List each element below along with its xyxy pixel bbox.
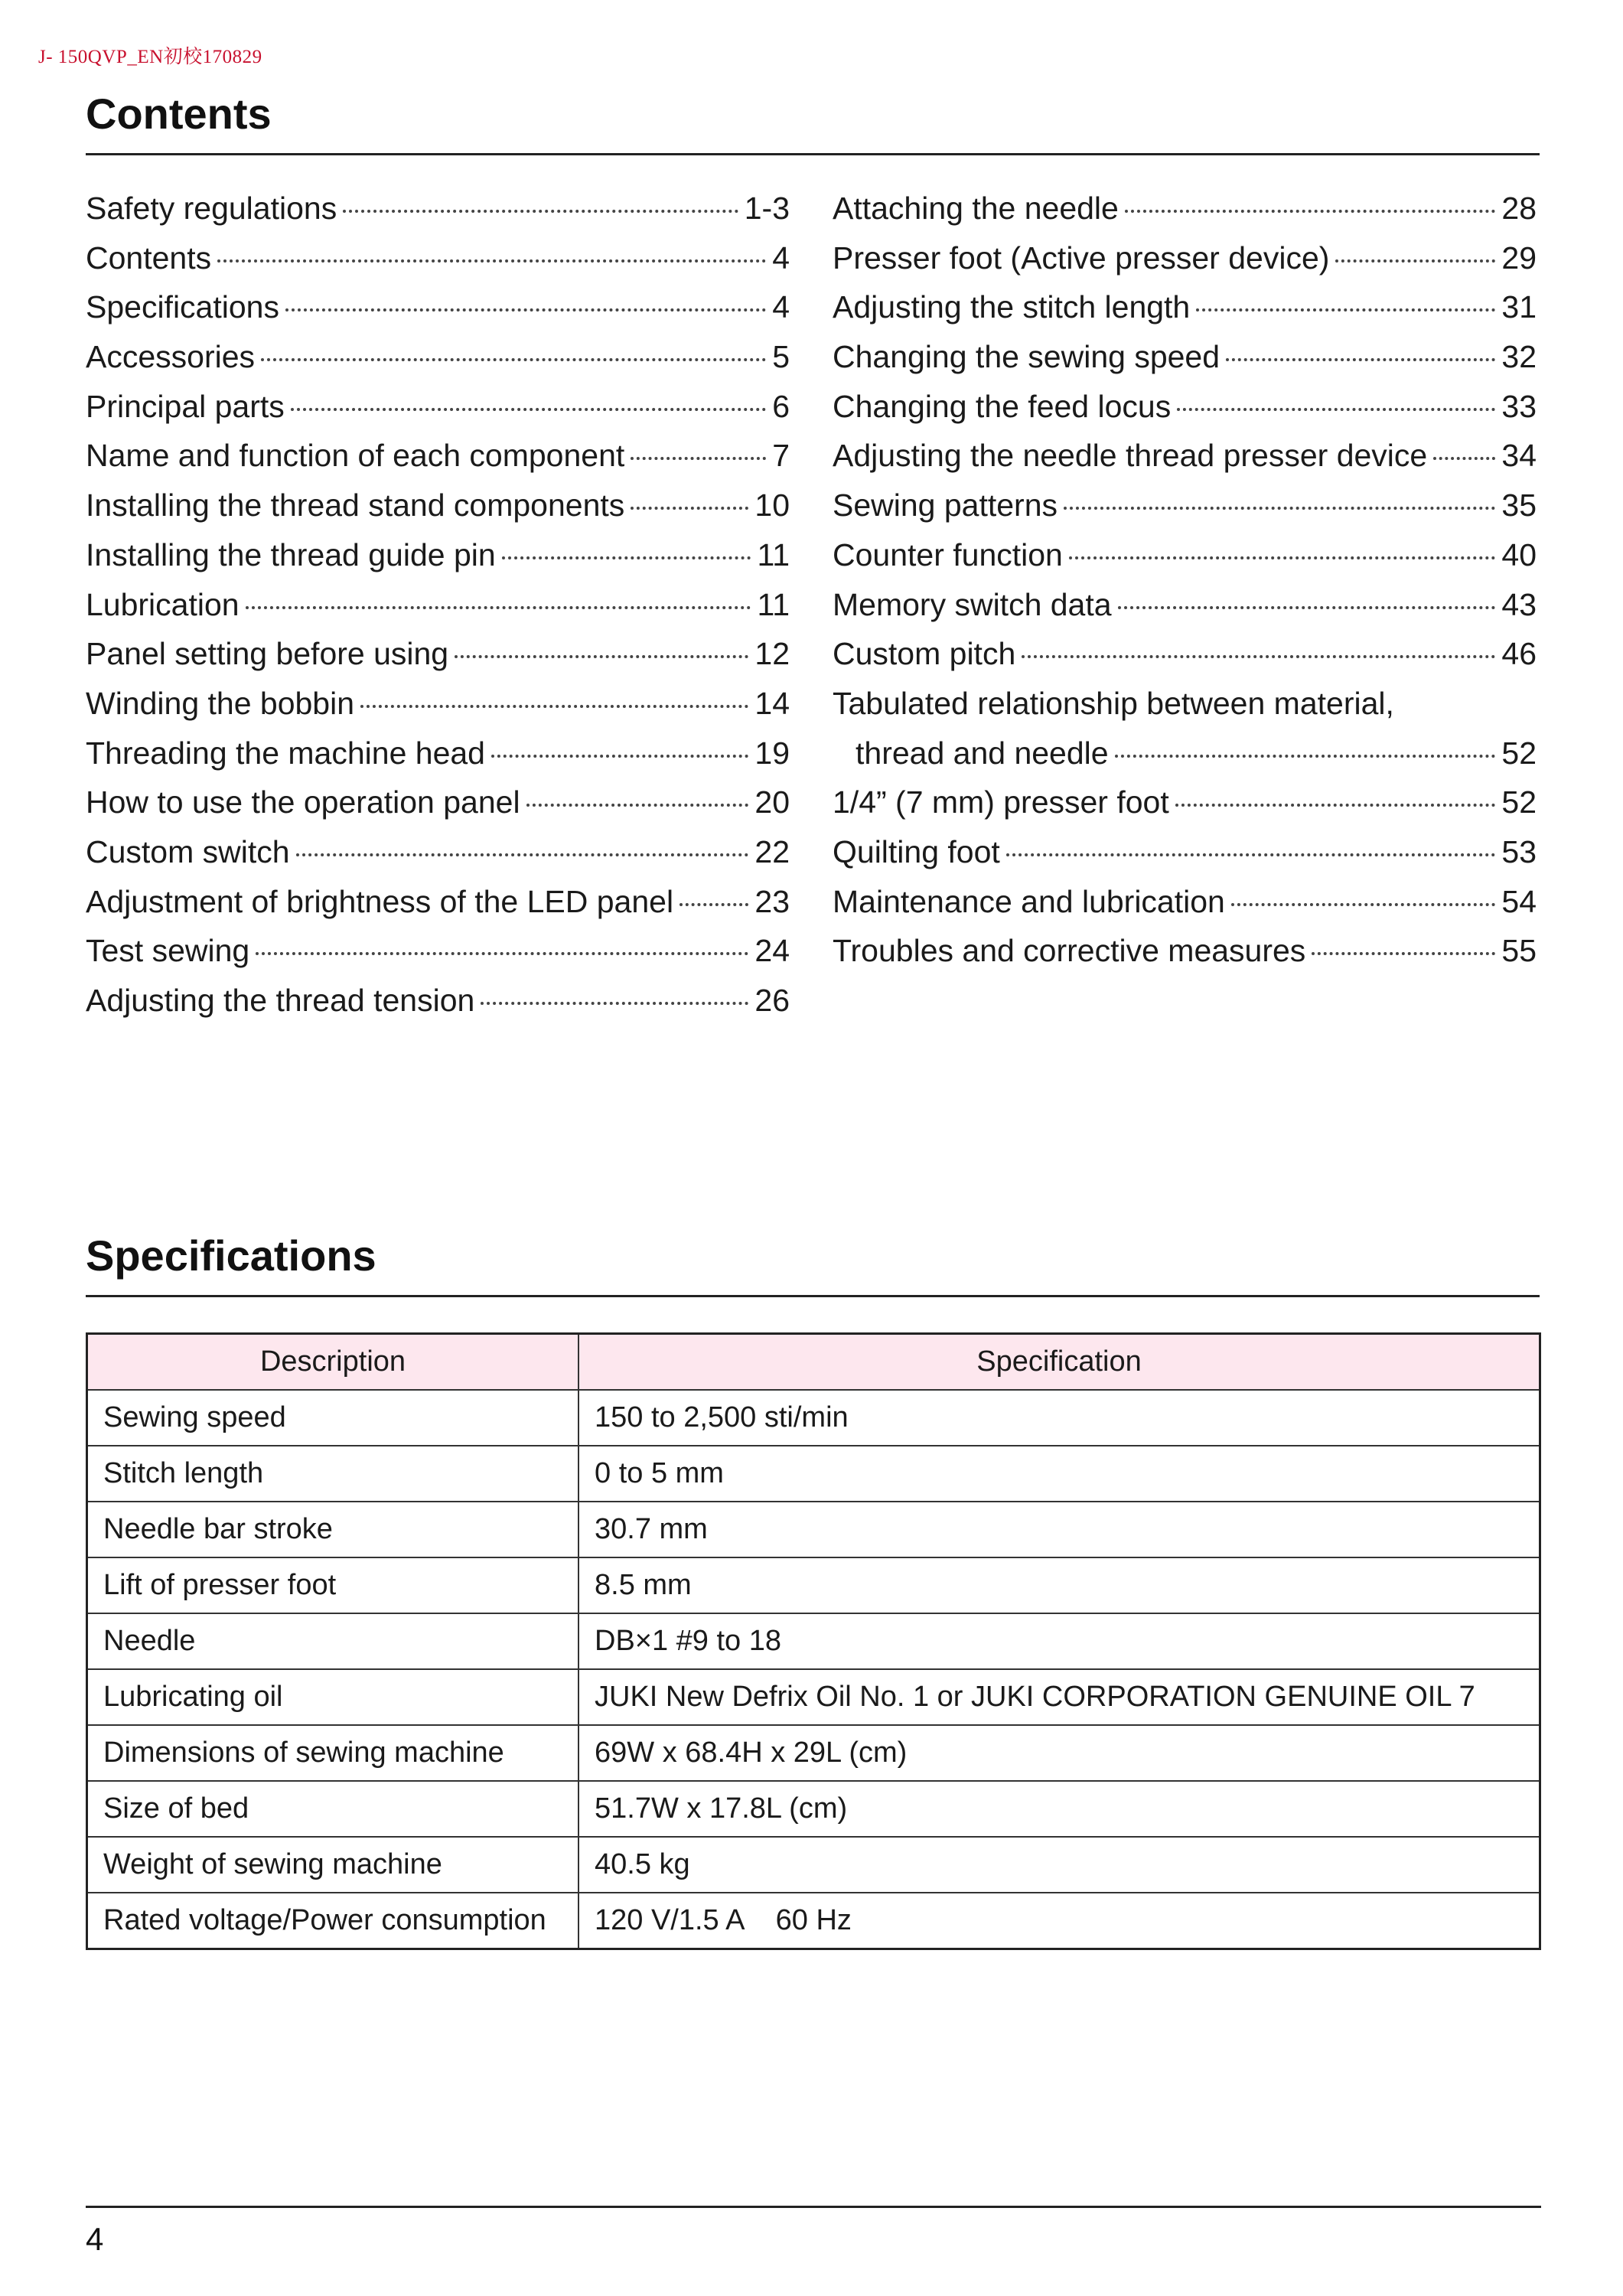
toc-leader xyxy=(1118,606,1496,609)
toc-page: 34 xyxy=(1501,438,1537,474)
toc-item[interactable] xyxy=(86,729,790,778)
toc-page: 11 xyxy=(757,586,790,622)
toc-label: Lubrication xyxy=(86,586,240,622)
toc-item[interactable] xyxy=(833,332,1537,382)
toc-label: thread and needle xyxy=(855,735,1109,771)
spec-value: 8.5 mm xyxy=(578,1557,1540,1613)
spec-value: 150 to 2,500 sti/min xyxy=(578,1390,1540,1446)
toc-page: 4 xyxy=(772,289,790,325)
toc-left-column xyxy=(86,184,790,1026)
toc-page: 31 xyxy=(1501,289,1537,325)
toc-leader xyxy=(1177,408,1495,411)
toc-item[interactable] xyxy=(833,481,1537,530)
toc-leader xyxy=(526,804,749,807)
toc-leader xyxy=(1433,457,1495,460)
toc-leader xyxy=(631,457,766,460)
toc-page: 32 xyxy=(1501,339,1537,375)
toc-label: Troubles and corrective measures xyxy=(833,933,1306,969)
toc-leader xyxy=(217,259,766,263)
footer-rule xyxy=(86,2206,1541,2208)
toc-label: How to use the operation panel xyxy=(86,784,520,820)
table-row xyxy=(87,1502,1540,1557)
toc-label: Test sewing xyxy=(86,933,250,969)
toc-leader xyxy=(291,408,766,411)
toc-leader xyxy=(261,358,766,361)
toc-item[interactable] xyxy=(833,729,1537,778)
toc-item[interactable] xyxy=(86,976,790,1026)
toc-leader xyxy=(1125,210,1496,213)
toc-item[interactable] xyxy=(833,530,1537,580)
column-header-description: Description xyxy=(87,1334,579,1391)
toc-leader xyxy=(1115,755,1496,758)
toc-label: Sewing patterns xyxy=(833,488,1058,523)
toc-page: 23 xyxy=(754,883,790,919)
toc-item[interactable] xyxy=(833,382,1537,432)
toc-leader xyxy=(285,308,766,311)
toc-label: Winding the bobbin xyxy=(86,685,355,721)
toc-page: 43 xyxy=(1501,586,1537,622)
specifications-title: Specifications xyxy=(86,1231,376,1280)
toc-item[interactable] xyxy=(86,332,790,382)
toc-leader xyxy=(296,853,749,856)
toc-right-column xyxy=(833,184,1537,976)
toc-leader xyxy=(1335,259,1495,263)
table-row xyxy=(87,1669,1540,1725)
toc-leader xyxy=(455,655,748,658)
toc-label: Name and function of each component xyxy=(86,438,625,474)
spec-description: Size of bed xyxy=(87,1781,579,1837)
toc-item[interactable] xyxy=(86,580,790,630)
toc-item[interactable] xyxy=(86,184,790,233)
toc-leader xyxy=(1196,308,1495,311)
toc-label: Threading the machine head xyxy=(86,735,485,771)
toc-leader xyxy=(1226,358,1495,361)
toc-item[interactable] xyxy=(86,481,790,530)
toc-page: 29 xyxy=(1501,240,1537,276)
toc-leader xyxy=(502,556,751,559)
toc-label: Changing the sewing speed xyxy=(833,339,1221,375)
toc-label: Adjusting the stitch length xyxy=(833,289,1191,325)
toc-page: 19 xyxy=(754,735,790,771)
toc-label: Adjustment of brightness of the LED panel xyxy=(86,883,674,919)
toc-item[interactable] xyxy=(833,827,1537,877)
toc-label: 1/4” (7 mm) presser foot xyxy=(833,784,1169,820)
toc-label: Attaching the needle xyxy=(833,191,1119,226)
table-row xyxy=(87,1557,1540,1613)
toc-item[interactable] xyxy=(833,282,1537,332)
toc-label: Installing the thread stand components xyxy=(86,488,625,523)
toc-leader xyxy=(360,705,748,708)
spec-description: Lubricating oil xyxy=(87,1669,579,1725)
spec-value: 40.5 kg xyxy=(578,1837,1540,1893)
spec-description: Sewing speed xyxy=(87,1390,579,1446)
toc-item[interactable] xyxy=(86,926,790,976)
toc-page: 10 xyxy=(754,488,790,523)
toc-label: Maintenance and lubrication xyxy=(833,883,1225,919)
table-row xyxy=(87,1613,1540,1669)
toc-label: Tabulated relationship between material, xyxy=(833,685,1394,721)
toc-item[interactable] xyxy=(833,580,1537,630)
toc-item[interactable] xyxy=(86,233,790,283)
toc-page: 26 xyxy=(754,983,790,1018)
toc-page: 1-3 xyxy=(744,191,790,226)
toc-item[interactable] xyxy=(86,629,790,679)
toc-item[interactable] xyxy=(86,530,790,580)
toc-page: 52 xyxy=(1501,784,1537,820)
specifications-rule xyxy=(86,1295,1540,1297)
toc-label: Changing the feed locus xyxy=(833,388,1172,424)
specifications-table xyxy=(86,1332,1541,1950)
toc-page: 40 xyxy=(1501,536,1537,572)
spec-value: 0 to 5 mm xyxy=(578,1446,1540,1502)
toc-item[interactable] xyxy=(86,877,790,927)
toc-page: 28 xyxy=(1501,191,1537,226)
table-row xyxy=(87,1390,1540,1446)
toc-leader xyxy=(491,755,748,758)
toc-label: Quilting foot xyxy=(833,833,1000,869)
toc-leader xyxy=(1231,903,1496,906)
toc-leader xyxy=(1312,952,1495,955)
toc-leader xyxy=(1175,804,1496,807)
toc-item[interactable] xyxy=(86,778,790,827)
toc-label: Principal parts xyxy=(86,388,285,424)
toc-page: 14 xyxy=(754,685,790,721)
toc-leader xyxy=(256,952,748,955)
toc-label: Specifications xyxy=(86,289,279,325)
toc-item[interactable] xyxy=(833,679,1537,729)
table-row xyxy=(87,1725,1540,1781)
toc-leader xyxy=(1069,556,1496,559)
toc-leader xyxy=(680,903,748,906)
file-tag: J- 150QVP_EN初校170829 xyxy=(38,47,262,67)
toc-item[interactable] xyxy=(86,282,790,332)
spec-description: Rated voltage/Power consumption xyxy=(87,1893,579,1949)
toc-label: Panel setting before using xyxy=(86,636,449,672)
toc-page: 52 xyxy=(1501,735,1537,771)
toc-item[interactable] xyxy=(833,778,1537,827)
toc-page: 46 xyxy=(1501,636,1537,672)
toc-item[interactable] xyxy=(86,382,790,432)
spec-description: Needle bar stroke xyxy=(87,1502,579,1557)
spec-value: 30.7 mm xyxy=(578,1502,1540,1557)
toc-label: Adjusting the thread tension xyxy=(86,983,475,1018)
toc-page: 33 xyxy=(1501,388,1537,424)
toc-page: 7 xyxy=(772,438,790,474)
table-header-row xyxy=(87,1334,1540,1391)
toc-leader xyxy=(1064,507,1495,510)
spec-value: 69W x 68.4H x 29L (cm) xyxy=(578,1725,1540,1781)
toc-page: 5 xyxy=(772,339,790,375)
toc-page: 20 xyxy=(754,784,790,820)
toc-label: Contents xyxy=(86,240,212,276)
toc-page: 53 xyxy=(1501,833,1537,869)
spec-value: JUKI New Defrix Oil No. 1 or JUKI CORPORATION GENUINE OIL 7 xyxy=(578,1669,1540,1725)
column-header-specification: Specification xyxy=(578,1334,1540,1391)
toc-item[interactable] xyxy=(833,629,1537,679)
toc-page: 6 xyxy=(772,388,790,424)
table-row xyxy=(87,1893,1540,1949)
contents-rule xyxy=(86,153,1540,155)
toc-label: Custom pitch xyxy=(833,636,1016,672)
contents-title: Contents xyxy=(86,90,272,138)
toc-label: Custom switch xyxy=(86,833,290,869)
toc-item[interactable] xyxy=(833,184,1537,233)
toc-page: 55 xyxy=(1501,933,1537,969)
table-row xyxy=(87,1446,1540,1502)
toc-label: Presser foot (Active presser device) xyxy=(833,240,1330,276)
toc-label: Installing the thread guide pin xyxy=(86,536,496,572)
toc-leader xyxy=(343,210,738,213)
toc-item[interactable] xyxy=(833,877,1537,927)
toc-label: Accessories xyxy=(86,339,256,375)
toc-item[interactable] xyxy=(86,431,790,481)
toc-page: 54 xyxy=(1501,883,1537,919)
toc-item[interactable] xyxy=(86,679,790,729)
toc-leader xyxy=(481,1002,748,1005)
toc-label: Counter function xyxy=(833,536,1063,572)
toc-page: 11 xyxy=(757,536,790,572)
toc-page: 22 xyxy=(754,833,790,869)
toc-leader xyxy=(246,606,751,609)
table-row xyxy=(87,1781,1540,1837)
spec-description: Stitch length xyxy=(87,1446,579,1502)
toc-page: 35 xyxy=(1501,488,1537,523)
page-number: 4 xyxy=(86,2221,104,2257)
toc-item[interactable] xyxy=(833,926,1537,976)
toc-leader xyxy=(631,507,748,510)
spec-description: Weight of sewing machine xyxy=(87,1837,579,1893)
spec-description: Needle xyxy=(87,1613,579,1669)
toc-page: 12 xyxy=(754,636,790,672)
spec-description: Dimensions of sewing machine xyxy=(87,1725,579,1781)
spec-value: 120 V/1.5 A 60 Hz xyxy=(578,1893,1540,1949)
toc-label: Safety regulations xyxy=(86,191,337,226)
spec-value: DB×1 #9 to 18 xyxy=(578,1613,1540,1669)
toc-label: Adjusting the needle thread presser device xyxy=(833,438,1428,474)
toc-item[interactable] xyxy=(86,827,790,877)
toc-leader xyxy=(1022,655,1495,658)
toc-page: 24 xyxy=(754,933,790,969)
spec-value: 51.7W x 17.8L (cm) xyxy=(578,1781,1540,1837)
toc-item[interactable] xyxy=(833,431,1537,481)
toc-label: Memory switch data xyxy=(833,586,1112,622)
toc-page: 4 xyxy=(772,240,790,276)
spec-description: Lift of presser foot xyxy=(87,1557,579,1613)
toc-item[interactable] xyxy=(833,233,1537,283)
table-row xyxy=(87,1837,1540,1893)
toc-leader xyxy=(1006,853,1496,856)
